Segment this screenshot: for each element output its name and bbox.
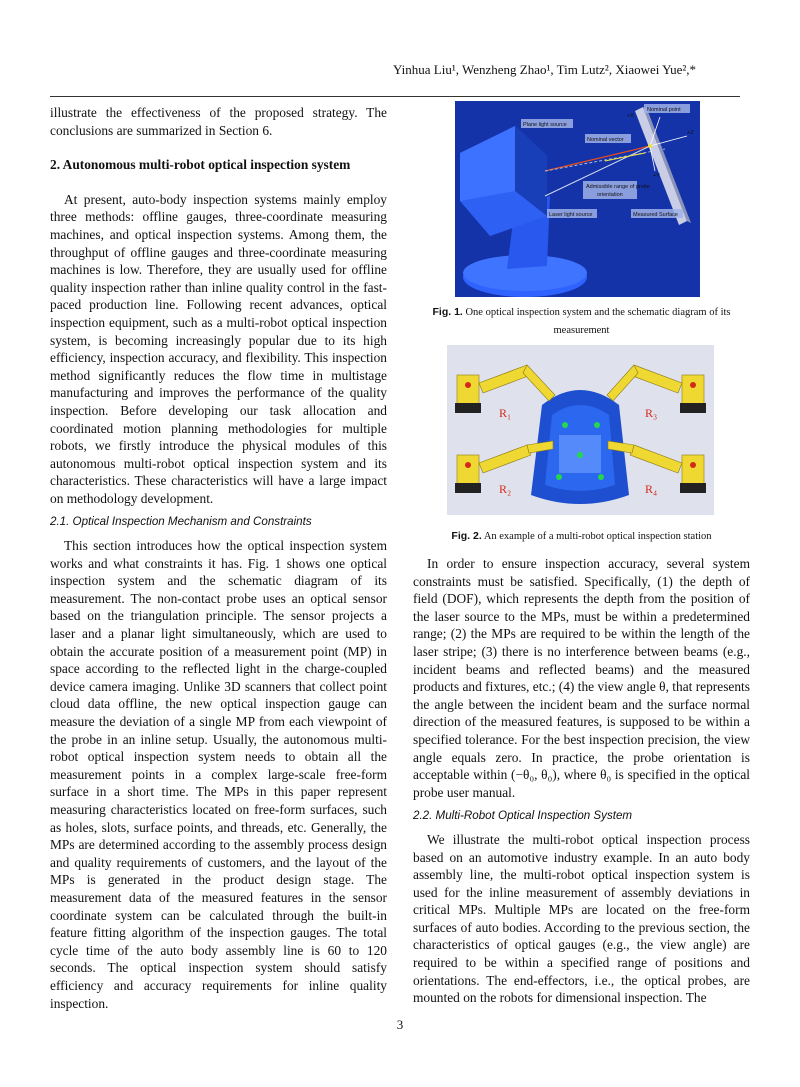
label-axis-y: +Y (653, 173, 660, 179)
paragraph: At present, auto-body inspection systems mainly employ three methods: offline gauges, three-coordinate measuring machines, and optical inspection systems. Among them, the throughput of offline gauges and three-coordinate measuring machines is low. Therefore, they are usually used for offline quality inspection rather than inline quality control in the fast-paced production line. Following recent advances, optical inspection equipment, such as a multi-robot optical inspection system, is becoming increasingly popular due to its high efficiency, inspection accuracy, and flexibility. This inspection method significantly reduces the flow time in multistage manufacturing and improves the performance of the quality inspection. Before developing our task allocation and coordinated motion planning methodologies for multiple robots, we firstly introduce the physical modules of this autonomous multi-robot optical inspection system and its characteristics. These characteristics will have a large impact on methodology development. (50, 191, 387, 506)
left-column (50, 104, 387, 1012)
right-column (413, 555, 750, 1007)
robot-label-r3: R₃ (645, 406, 658, 420)
figure-2-caption (413, 527, 750, 546)
subsection-heading: 2.2. Multi-Robot Optical Inspection System (413, 809, 633, 823)
section-heading: 2. Autonomous multi-robot optical inspection system (50, 157, 351, 173)
paragraph: We illustrate the multi-robot optical inspection process based on an automotive industry example. In an auto body assembly line, the multi-robot optical inspection system is used for the inline measurement of assembly deviations in critical MPs. Multiple MPs are located on the free-form surfaces of auto bodies. According to the previous section, the characteristics of optical gauges (e.g., the view angle) are required to be within a specified range of positions and orientations. The end-effectors, i.e., the optical probes, are mounted on the robots for dimensional inspection. The (413, 831, 750, 1006)
subsection-heading: 2.1. Optical Inspection Mechanism and Constraints (50, 515, 312, 529)
label-plane-light-source: Plane light source (523, 122, 567, 128)
figure-1-probe-schematic (455, 101, 700, 297)
running-header-authors: Yinhua Liu¹, Wenzheng Zhao¹, Tim Lutz², Xiaowei Yue²,* (392, 62, 696, 77)
label-axis-z: +Z (687, 130, 694, 136)
robot-label-r4: R₄ (645, 482, 658, 496)
caption-label: Fig. 2. (451, 530, 482, 542)
label-admissible-range: Admissible range of probe (586, 184, 650, 190)
figure-2-robot-station (447, 345, 714, 515)
label-axis-x: +X (627, 113, 634, 119)
paragraph: This section introduces how the optical inspection system works and what constraints it has. Fig. 1 shows one optical inspection system and the schematic diagram of its measurement. The non-contact probe uses an optical sensor based on the triangulation principle. The sensor projects a laser and a planar light simultaneously, which are used to obtain the accurate position of a measurement point (MP) in space according to the reflected light in the charge-coupled device camera imaging. Unlike 3D scanners that collect point cloud data offline, the new optical inspection gauge can measure the deviation of a single MP from each viewpoint of the probe in an inline setup. Usually, the autonomous multi-robot optical inspection system needs to obtain all the measurement points in a complex large-scale free-form surface in a short time. The MPs in this paper represent measuring characteristics located on free-form surfaces, such as holes, slots, surface points, and threads, etc. Generally, the MPs are determined according to the assembly process design and quality requirements of customers, and the layout of the MPs is generated in the product design stage. The measurement data of the measured features in the sensor coordinate system can be calculated through the built-in feature fitting algorithm of the inspection gauges. The total cycle time of the auto body assembly line is 60 to 120 seconds. The optical inspection system should satisfy efficiency and accuracy requirements for inline quality inspection. (50, 538, 387, 1011)
figure-1-caption (413, 303, 750, 340)
caption-text: One optical inspection system and the schematic diagram of its measurement (465, 307, 731, 336)
label-nominal-vector: Nominal vector (587, 137, 624, 143)
label-laser-light-source: Laser light source (549, 212, 593, 218)
page-number: 3 (396, 1017, 404, 1032)
paragraph: illustrate the effectiveness of the proposed strategy. The conclusions are summarized in Section 6. (50, 105, 387, 138)
paragraph: In order to ensure inspection accuracy, several system constraints must be satisfied. Specifically, (1) the depth of field (DOF), which represents the depth from the position of the laser source to the MPs, must be within a predetermined range; (2) the MPs are required to be within the length of the laser stripe; (3) there is no interference between beams (e.g., incident beams and reflected beams) and the measured products and fixtures, etc.; (4) the view angle θ, that represents the angle between the incident beam and the surface normal direction of the measured features, is supposed to be within a specified tolerance. For the best inspection precision, the view angle equals zero. In practice, the probe orientation is acceptable within (−θ₀, θ₀), where θ₀ is specified in the optical probe user manual. (413, 556, 750, 800)
header-rule (50, 96, 740, 97)
robot-label-r2: R₂ (499, 482, 512, 496)
label-nominal-point: Nominal point (647, 107, 681, 113)
label-orientation: orientation (597, 192, 623, 198)
caption-text: An example of a multi-robot optical inspection station (483, 531, 712, 542)
caption-label: Fig. 1. (432, 306, 463, 318)
robot-label-r1: R₁ (499, 406, 512, 420)
label-measured-surface: Measured Surface (633, 212, 678, 218)
